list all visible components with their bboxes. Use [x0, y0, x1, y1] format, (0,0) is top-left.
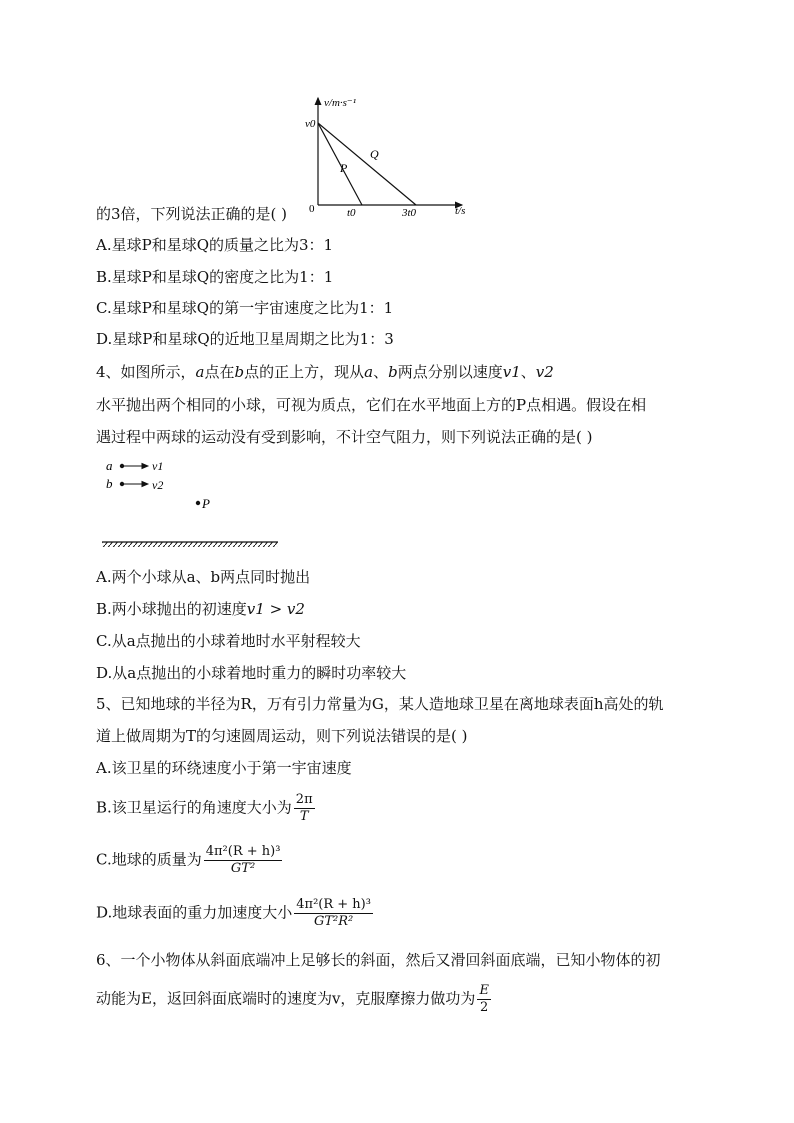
origin-label: 0: [309, 203, 315, 215]
q3-option-d[interactable]: D.星球P和星球Q的近地卫星周期之比为1：3: [96, 330, 394, 348]
q4-stem-line2: 水平抛出两个相同的小球，可视为质点，它们在水平地面上方的P点相遇。假设在相: [96, 396, 647, 414]
q4-figure: [100, 455, 285, 550]
q4-var-b: b: [234, 363, 245, 381]
t-axis-label: t/s: [455, 205, 466, 217]
q5-option-c-text: C.地球的质量为: [96, 850, 202, 869]
v-axis-label: v/m·s⁻¹: [324, 97, 357, 109]
line-Q: [318, 123, 416, 205]
q5-option-c[interactable]: [96, 844, 284, 877]
q4-var-a: a: [364, 363, 374, 381]
line-P-label: P: [340, 161, 348, 175]
q4-stem-line1: [96, 362, 554, 382]
fig-P-label: P: [202, 496, 210, 511]
q5-d-fraction: [294, 897, 373, 930]
fig-v1-label: v1: [152, 459, 164, 473]
q5-b-fraction: [294, 792, 315, 825]
q5-option-a[interactable]: A.该卫星的环绕速度小于第一宇宙速度: [96, 759, 352, 777]
q4-option-b-text: B.两小球抛出的初速度: [96, 600, 247, 618]
q3-option-c[interactable]: C.星球P和星球Q的第一宇宙速度之比为1：1: [96, 299, 394, 317]
q5-c-fraction: [204, 844, 283, 877]
q4-text: 点的正上方，现从: [244, 363, 365, 381]
v0-label: v0: [305, 118, 316, 130]
vt-graph: [290, 90, 490, 225]
fig-v2-label: v2: [152, 478, 164, 492]
q5-stem-line1: 5、已知地球的半径为R，万有引力常量为G，某人造地球卫星在离地球表面h高处的轨: [96, 695, 664, 713]
fraction-denominator: GT²: [230, 861, 256, 876]
q6-text: 动能为E，返回斜面底端时的速度为v，克服摩擦力做功为: [96, 989, 476, 1008]
q4-var-v1: v1: [502, 363, 521, 381]
q4-var-v2: v2: [535, 363, 554, 381]
q6-fraction: [477, 983, 491, 1016]
fraction-numerator: 4π²(R + h)³: [296, 897, 371, 912]
q4-option-b[interactable]: [96, 599, 305, 619]
q5-option-d-text: D.地球表面的重力加速度大小: [96, 903, 293, 922]
q5-stem-line2: 道上做周期为T的匀速圆周运动，则下列说法错误的是( ): [96, 727, 468, 745]
q4-var-a: a: [195, 363, 205, 381]
fraction-numerator: 4π²(R + h)³: [205, 844, 281, 859]
point-P: [196, 501, 200, 505]
q5-option-b-text: B.该卫星运行的角速度大小为: [96, 798, 292, 817]
q4-option-d[interactable]: D.从a点抛出的小球着地时重力的瞬时功率较大: [96, 664, 407, 682]
fraction-numerator: 2π: [295, 792, 313, 807]
q4-var-b: b: [388, 363, 398, 381]
q5-option-b[interactable]: [96, 792, 317, 825]
t0-label: t0: [347, 207, 356, 219]
q6-stem-line2: [96, 983, 493, 1016]
line-Q-label: Q: [370, 147, 379, 161]
q5-option-d[interactable]: [96, 897, 375, 930]
q4-option-a[interactable]: A.两个小球从a、b两点同时抛出: [96, 568, 311, 586]
q3-stem-tail: 的3倍，下列说法正确的是( ): [96, 205, 288, 223]
q4-option-c[interactable]: C.从a点抛出的小球着地时水平射程较大: [96, 632, 361, 650]
q4-text: 两点分别以速度: [397, 363, 503, 381]
fraction-numerator: E: [479, 983, 489, 998]
q4-text: 、: [520, 363, 536, 381]
fraction-denominator: T: [299, 809, 309, 824]
3t0-label: 3t0: [402, 207, 417, 219]
fig-a-label: a: [106, 458, 113, 473]
q4-option-b-math: v1 > v2: [246, 600, 305, 618]
fraction-denominator: GT²R²: [313, 914, 354, 929]
q4-text: 点在: [204, 363, 235, 381]
q6-stem-line1: 6、一个小物体从斜面底端冲上足够长的斜面，然后又滑回斜面底端，已知小物体的初: [96, 951, 661, 969]
q4-stem-line3: 遇过程中两球的运动没有受到影响，不计空气阻力，则下列说法正确的是( ): [96, 428, 593, 446]
fraction-denominator: 2: [480, 1000, 489, 1015]
ground-hatch: [102, 542, 278, 547]
q4-text: 、: [373, 363, 389, 381]
fig-b-label: b: [106, 476, 113, 491]
q4-text: 4、如图所示，: [96, 363, 196, 381]
q3-option-a[interactable]: A.星球P和星球Q的质量之比为3：1: [96, 236, 334, 254]
q3-option-b[interactable]: B.星球P和星球Q的密度之比为1：1: [96, 268, 334, 286]
